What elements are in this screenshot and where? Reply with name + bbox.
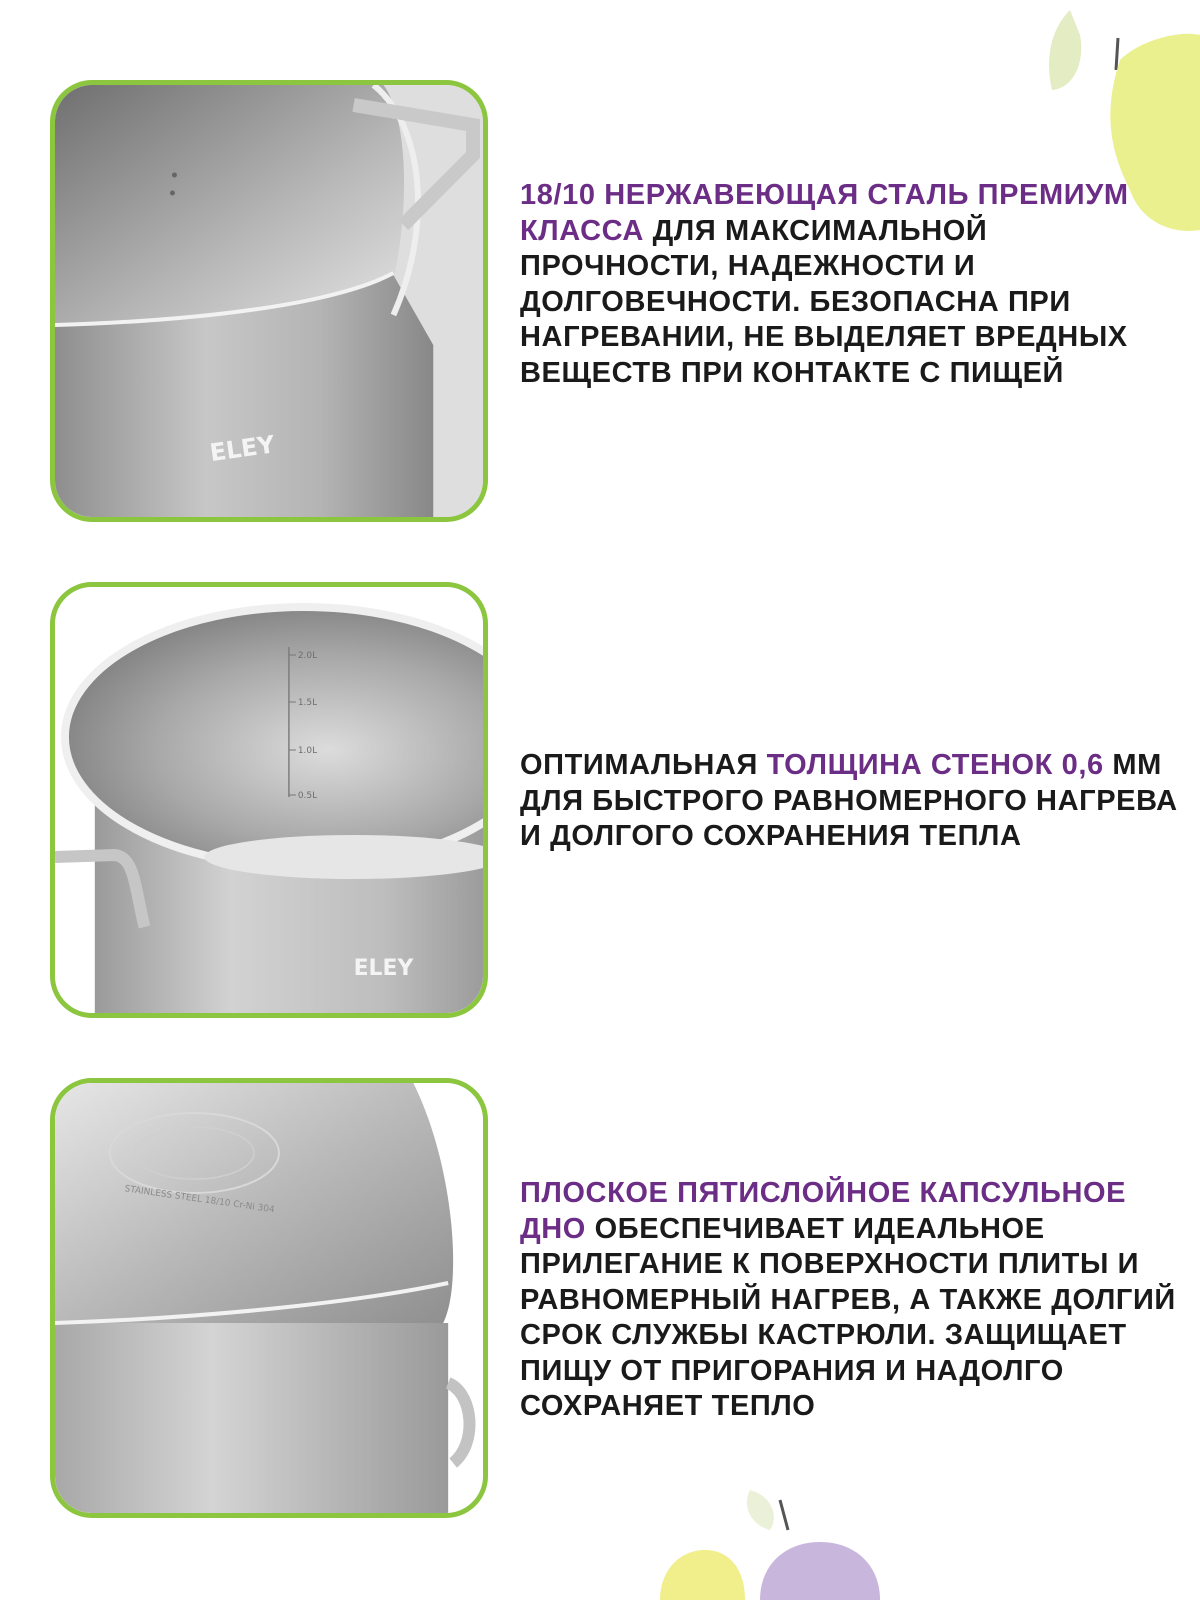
feature-steel-text — [520, 178, 1180, 391]
svg-text:ELEY: ELEY — [353, 955, 414, 982]
feature-bottom-body: ОБЕСПЕЧИВАЕТ ИДЕАЛЬНОЕ ПРИЛЕГАНИЕ К ПОВЕРХНОСТИ ПЛИТЫ И РАВНОМЕРНЫЙ НАГРЕВ, А ТАКЖЕ ДОЛГИЙ СРОК СЛУЖБЫ КАСТРЮЛИ. ЗАЩИЩАЕТ ПИЩУ ОТ ПРИГОРАНИЯ И НАДОЛГО СОХРАНЯЕТ ТЕПЛО — [520, 1212, 1176, 1422]
svg-text:ELEY: ELEY — [208, 430, 277, 468]
feature-wall-highlight: ТОЛЩИНА СТЕНОК 0,6 — [766, 749, 1104, 781]
svg-text:1.5L: 1.5L — [297, 697, 318, 709]
svg-text:STAINLESS STEEL 18/10 Cr-Ni 30: STAINLESS STEEL 18/10 Cr-Ni 304 — [123, 1184, 276, 1216]
feature-steel-body: ДЛЯ МАКСИМАЛЬНОЙ ПРОЧНОСТИ, НАДЕЖНОСТИ И ДОЛГОВЕЧНОСТИ. БЕЗОПАСНА ПРИ НАГРЕВАНИИ, НЕ ВЫДЕЛЯЕТ ВРЕДНЫХ ВЕЩЕСТВ ПРИ КОНТАКТЕ С ПИЩЕЙ — [520, 214, 1128, 389]
pot-scale-photo — [50, 582, 488, 1018]
feature-bottom-highlight: ПЛОСКОЕ ПЯТИСЛОЙНОЕ КАПСУЛЬНОЕ ДНО — [520, 1177, 1127, 1245]
feature-steel-highlight: 18/10 НЕРЖАВЕЮЩАЯ СТАЛЬ ПРЕМИУМ КЛАССА — [520, 179, 1129, 247]
feature-bottom-text — [520, 1176, 1180, 1425]
pot-bottom-photo — [50, 1078, 488, 1518]
svg-text:1.0L: 1.0L — [297, 745, 318, 757]
plum-icon — [620, 1470, 1200, 1600]
pot-interior-photo — [50, 80, 488, 522]
svg-text:2.0L: 2.0L — [297, 650, 318, 662]
svg-text:0.5L: 0.5L — [297, 790, 318, 802]
feature-wall-text — [520, 748, 1180, 855]
feature-wall-lead: ОПТИМАЛЬНАЯ — [520, 749, 767, 781]
feature-wall-body: ММ ДЛЯ БЫСТРОГО РАВНОМЕРНОГО НАГРЕВА И ДОЛГОГО СОХРАНЕНИЯ ТЕПЛА — [520, 749, 1178, 852]
